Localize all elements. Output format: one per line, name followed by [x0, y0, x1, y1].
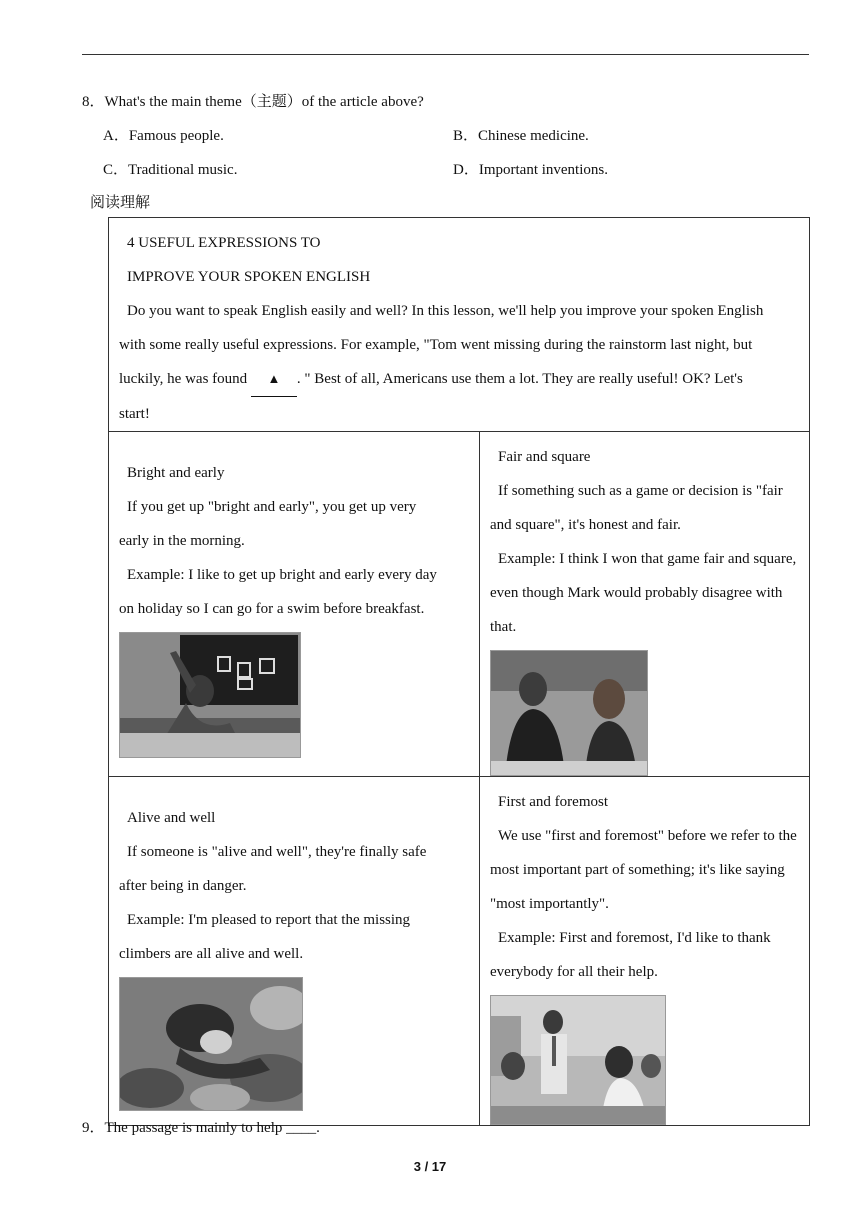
card-definition-line: If someone is "alive and well", they're finally safe — [127, 844, 427, 860]
card-example-line: that. — [490, 619, 517, 635]
passage-intro-cell — [109, 218, 810, 432]
card-bright-and-early — [109, 432, 480, 777]
question-8-option-d[interactable]: D．Important inventions. — [453, 162, 608, 178]
question-8-option-c[interactable]: C．Traditional music. — [103, 162, 238, 178]
card-example-line: climbers are all alive and well. — [119, 946, 304, 962]
header-rule — [82, 54, 809, 55]
card-example-line: even though Mark would probably disagree with — [490, 585, 783, 601]
card-definition-line: If something such as a game or decision is "fair — [498, 483, 783, 499]
card-example-line: everybody for all their help. — [490, 964, 658, 980]
section-label: 阅读理解 — [90, 193, 151, 211]
page-number: 3 / 17 — [413, 1159, 447, 1174]
card-definition-line: most important part of something; it's like saying — [490, 862, 785, 878]
rescued-climber-photo — [119, 977, 303, 1111]
passage-title-line-1: 4 USEFUL EXPRESSIONS TO — [127, 235, 321, 251]
stretching-person-photo — [119, 632, 301, 758]
passage-intro-line-4: start! — [119, 406, 150, 422]
card-heading: Fair and square — [498, 449, 591, 465]
card-example-line: Example: I'm pleased to report that the missing — [127, 912, 411, 928]
office-meeting-photo — [490, 995, 666, 1125]
passage-title-line-2: IMPROVE YOUR SPOKEN ENGLISH — [127, 269, 371, 285]
card-definition-line: early in the morning. — [119, 533, 245, 549]
card-example-line: Example: I think I won that game fair and square, — [498, 551, 797, 567]
card-heading: Alive and well — [127, 810, 216, 826]
card-heading: First and foremost — [498, 794, 608, 810]
question-8-option-a[interactable]: A．Famous people. — [103, 128, 224, 144]
answer-blank: ▲ — [251, 362, 297, 397]
question-8-stem: 8．What's the main theme（主题）of the article above? — [82, 94, 424, 110]
question-9-stem: 9．The passage is mainly to help ____. — [82, 1120, 320, 1136]
card-definition-line: after being in danger. — [119, 878, 247, 894]
card-definition-line: and square", it's honest and fair. — [490, 517, 681, 533]
card-example-line: on holiday so I can go for a swim before breakfast. — [119, 601, 425, 617]
card-example-line: Example: First and foremost, I'd like to thank — [498, 930, 771, 946]
passage-table — [108, 217, 810, 1126]
two-people-arguing-photo — [490, 650, 648, 776]
question-8-option-b[interactable]: B．Chinese medicine. — [453, 128, 589, 144]
card-heading: Bright and early — [127, 465, 225, 481]
passage-intro-line-1: Do you want to speak English easily and well? In this lesson, we'll help you improve your spoken English — [127, 303, 764, 319]
passage-intro-line-3 — [119, 362, 801, 397]
card-definition-line: "most importantly". — [490, 896, 609, 912]
passage-intro-line-2: with some really useful expressions. For example, "Tom went missing during the rainstorm last night, but — [119, 337, 753, 353]
card-example-line: Example: I like to get up bright and early every day — [127, 567, 437, 583]
card-alive-and-well — [109, 777, 480, 1126]
card-first-and-foremost — [480, 777, 810, 1126]
intro-line-3-pre: luckily, he was found — [119, 371, 251, 387]
intro-line-3-post: . " Best of all, Americans use them a lot. They are really useful! OK? Let's — [296, 371, 743, 387]
card-definition-line: If you get up "bright and early", you get up very — [127, 499, 417, 515]
card-definition-line: We use "first and foremost" before we refer to the — [498, 828, 797, 844]
card-fair-and-square — [480, 432, 810, 777]
